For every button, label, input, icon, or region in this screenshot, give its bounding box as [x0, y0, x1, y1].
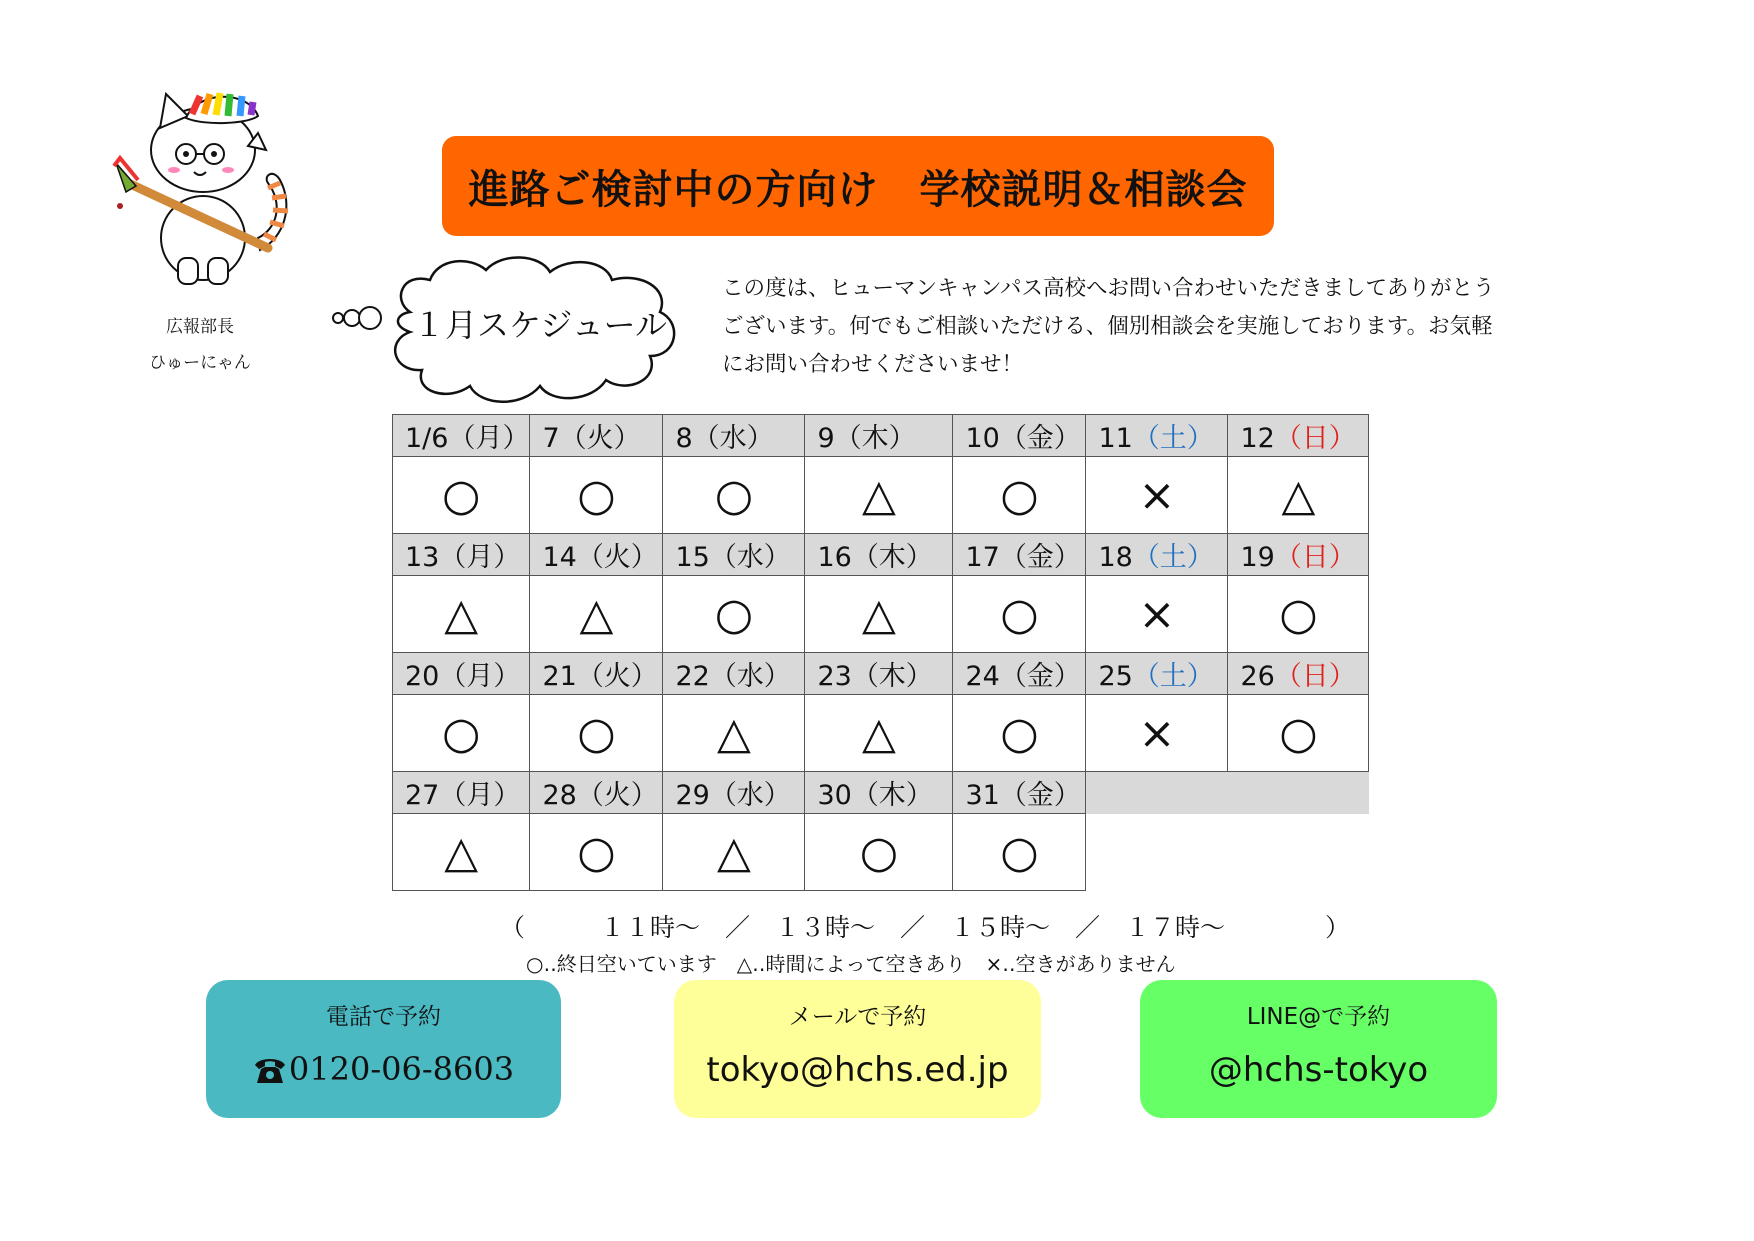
availability-mark: △ [663, 695, 805, 772]
calendar-weekday: （木） [834, 423, 916, 454]
calendar-date-cell [1228, 534, 1369, 576]
intro-line: ございます。何でもご相談いただける、個別相談会を実施しております。お気軽 [722, 314, 1493, 339]
session-times: （ １１時～ ／ １３時～ ／ １５時～ ／ １７時～ ） [500, 913, 1351, 942]
calendar-date-cell [805, 772, 953, 814]
intro-line: にお問い合わせくださいませ！ [722, 352, 1024, 377]
availability-mark: × [1086, 457, 1228, 534]
calendar-date: 21 [542, 661, 577, 692]
calendar-empty-cell [1228, 772, 1369, 814]
calendar-weekday: （木） [851, 780, 933, 811]
calendar-date: 29 [675, 780, 710, 811]
calendar-date-cell [530, 534, 663, 576]
page-title: 進路ご検討中の方向け 学校説明＆相談会 [468, 166, 1248, 213]
calendar-date-cell [805, 653, 953, 695]
availability-mark: ○ [530, 695, 663, 772]
calendar-weekday: （木） [851, 542, 933, 573]
calendar-date-cell [953, 653, 1086, 695]
calendar-weekday: （火） [576, 542, 658, 573]
calendar-date-row [393, 415, 1369, 457]
calendar-date: 19 [1240, 542, 1275, 573]
calendar-date: 14 [542, 542, 577, 573]
calendar-date: 10 [965, 423, 1000, 454]
availability-mark: × [1086, 576, 1228, 653]
calendar-date-row [393, 534, 1369, 576]
availability-mark: △ [805, 695, 953, 772]
phone-icon [253, 1055, 287, 1085]
calendar-weekday: （水） [709, 542, 791, 573]
availability-mark: △ [530, 576, 663, 653]
mascot-title: 広報部長 [166, 317, 234, 337]
intro-paragraph [722, 270, 1532, 384]
calendar-weekday: （金） [999, 423, 1081, 454]
calendar-date-cell [393, 415, 530, 457]
calendar-weekday: （火） [559, 423, 641, 454]
availability-mark: × [1086, 695, 1228, 772]
phone-number-text: 0120-06-8603 [288, 1050, 515, 1088]
calendar-weekday: （月） [439, 542, 521, 573]
calendar-weekday: （日） [1274, 423, 1356, 454]
email-address[interactable]: tokyo@hchs.ed.jp [706, 1050, 1009, 1090]
calendar-date-cell [663, 653, 805, 695]
calendar-weekday: （日） [1274, 661, 1356, 692]
availability-mark: △ [805, 457, 953, 534]
calendar-availability-row [393, 814, 1369, 891]
calendar-date-cell [1086, 415, 1228, 457]
calendar-date: 18 [1098, 542, 1133, 573]
calendar-date-cell [805, 415, 953, 457]
calendar-date: 8 [675, 423, 693, 454]
calendar-availability-row [393, 457, 1369, 534]
availability-mark: △ [1228, 457, 1369, 534]
calendar-weekday: （日） [1274, 542, 1356, 573]
calendar-weekday: （月） [448, 423, 530, 454]
calendar-date: 12 [1240, 423, 1275, 454]
calendar-availability-row [393, 695, 1369, 772]
calendar-date-cell [1228, 653, 1369, 695]
calendar-date: 16 [817, 542, 852, 573]
availability-mark: ○ [393, 457, 530, 534]
calendar-empty-cell [1086, 772, 1228, 814]
calendar-date-cell [663, 772, 805, 814]
calendar-weekday: （月） [439, 661, 521, 692]
calendar-weekday: （木） [851, 661, 933, 692]
availability-mark: ○ [953, 695, 1086, 772]
calendar-weekday: （火） [576, 780, 658, 811]
calendar-date-cell [393, 772, 530, 814]
availability-mark: △ [663, 814, 805, 891]
calendar-date: 13 [405, 542, 440, 573]
calendar-weekday: （水） [709, 661, 791, 692]
calendar-date-cell [393, 534, 530, 576]
calendar-weekday: （土） [1132, 423, 1214, 454]
calendar-date: 30 [817, 780, 852, 811]
calendar-date: 1/6 [405, 423, 449, 454]
calendar-date: 17 [965, 542, 1000, 573]
calendar-date-cell [1086, 653, 1228, 695]
availability-mark: ○ [805, 814, 953, 891]
mail-reservation-label: メールで予約 [788, 1004, 927, 1030]
availability-legend: ○‥終日空いています △‥時間によって空きあり ×‥空きがありません [526, 952, 1176, 976]
calendar-date: 27 [405, 780, 440, 811]
calendar-weekday: （火） [576, 661, 658, 692]
mail-reservation-card[interactable] [674, 980, 1041, 1118]
calendar-date: 9 [817, 423, 835, 454]
availability-mark: △ [393, 814, 530, 891]
phone-number[interactable] [206, 1050, 561, 1088]
availability-mark: ○ [530, 814, 663, 891]
calendar-date-cell [393, 653, 530, 695]
calendar-weekday: （土） [1132, 661, 1214, 692]
calendar-date-cell [663, 534, 805, 576]
calendar-date: 23 [817, 661, 852, 692]
mascot-illustration [108, 88, 298, 288]
calendar-date-cell [953, 415, 1086, 457]
availability-mark: △ [393, 576, 530, 653]
calendar-availability-row [393, 576, 1369, 653]
calendar-date: 7 [542, 423, 560, 454]
schedule-month-label: １月スケジュール [412, 306, 668, 344]
calendar-date: 22 [675, 661, 710, 692]
calendar-date-cell [530, 415, 663, 457]
calendar-weekday: （金） [999, 661, 1081, 692]
calendar-empty-cell [1086, 814, 1228, 891]
calendar-date-cell [1228, 415, 1369, 457]
calendar-date: 11 [1098, 423, 1133, 454]
line-id[interactable]: @hchs-tokyo [1208, 1050, 1429, 1090]
calendar-date-cell [953, 534, 1086, 576]
calendar-weekday: （土） [1132, 542, 1214, 573]
calendar-date-cell [1086, 534, 1228, 576]
calendar-date: 20 [405, 661, 440, 692]
calendar-date-cell [805, 534, 953, 576]
calendar-date-cell [530, 772, 663, 814]
availability-mark: ○ [1228, 576, 1369, 653]
calendar-date: 24 [965, 661, 1000, 692]
calendar-date-row [393, 653, 1369, 695]
calendar-date: 26 [1240, 661, 1275, 692]
availability-mark: △ [805, 576, 953, 653]
calendar-weekday: （金） [999, 542, 1081, 573]
calendar-date-row [393, 772, 1369, 814]
line-reservation-card[interactable] [1140, 980, 1497, 1118]
availability-mark: ○ [393, 695, 530, 772]
calendar-empty-cell [1228, 814, 1369, 891]
line-reservation-label: LINE@で予約 [1246, 1004, 1391, 1030]
calendar-weekday: （水） [692, 423, 774, 454]
phone-reservation-label: 電話で予約 [326, 1004, 441, 1030]
schedule-calendar [392, 414, 1369, 891]
calendar-weekday: （金） [999, 780, 1081, 811]
intro-line: この度は、ヒューマンキャンパス高校へお問い合わせいただきましてありがとう [722, 276, 1495, 301]
calendar-weekday: （水） [709, 780, 791, 811]
calendar-weekday: （月） [439, 780, 521, 811]
calendar-date-cell [530, 653, 663, 695]
calendar-date-cell [663, 415, 805, 457]
availability-mark: ○ [1228, 695, 1369, 772]
calendar-date: 31 [965, 780, 1000, 811]
availability-mark: ○ [953, 457, 1086, 534]
title-banner [442, 136, 1274, 236]
availability-mark: ○ [953, 576, 1086, 653]
phone-reservation-card[interactable] [206, 980, 561, 1118]
availability-mark: ○ [530, 457, 663, 534]
mascot-name: ひゅーにゃん [149, 353, 251, 373]
calendar-date: 25 [1098, 661, 1133, 692]
availability-mark: ○ [663, 576, 805, 653]
availability-mark: ○ [953, 814, 1086, 891]
availability-mark: ○ [663, 457, 805, 534]
calendar-date-cell [953, 772, 1086, 814]
calendar-date: 28 [542, 780, 577, 811]
calendar-date: 15 [675, 542, 710, 573]
